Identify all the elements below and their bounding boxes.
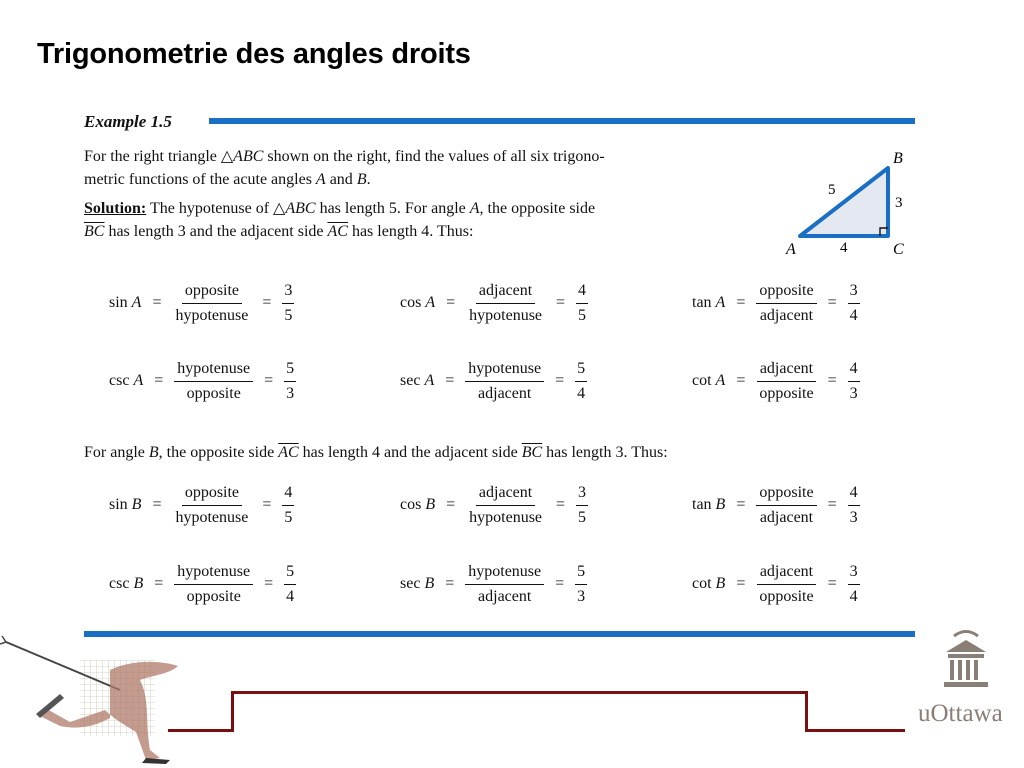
example-bottom-rule [84, 631, 915, 637]
angle-a-row-2 [0, 358, 1024, 404]
value-fraction: $\frac{4}{5}$ [578, 281, 587, 324]
value-fraction: $\frac{5}{4}$ [286, 562, 295, 605]
footer-line-top [231, 691, 808, 694]
vertical-side-length-label: 3 [895, 195, 903, 211]
ratio-fraction: $\frac{\text{hypotenuse}}{\text{adjacent}}$ [465, 359, 544, 404]
ratio-fraction: $\frac{\text{hypotenuse}}{\text{opposite}}$ [174, 359, 253, 404]
function-name: cos B [400, 496, 436, 513]
cos-a-equation: cos A = $\frac{\text{adjacent}}{\text{hypotenuse}}$ = $\frac{4}{5}$ [400, 281, 587, 324]
tan-a-equation: tan A = $\frac{\text{opposite}}{\text{adjacent}}$ = $\frac{3}{4}$ [692, 281, 858, 324]
runner-illustration [0, 630, 200, 768]
function-name: sec A [400, 372, 435, 389]
cot-a-equation: cot A = $\frac{\text{adjacent}}{\text{opposite}}$ = $\frac{4}{3}$ [692, 359, 858, 402]
csc-b-equation: csc B = $\frac{\text{hypotenuse}}{\text{opposite}}$ = $\frac{5}{4}$ [109, 562, 295, 605]
vertex-c-label: C [893, 241, 904, 258]
function-name: cos A [400, 294, 436, 311]
vertex-a-label: A [786, 241, 796, 258]
function-name: csc B [109, 575, 144, 592]
function-name: sin A [109, 294, 142, 311]
value-fraction: $\frac{3}{4}$ [849, 281, 858, 324]
function-name: tan B [692, 496, 726, 513]
cot-b-equation: cot B = $\frac{\text{adjacent}}{\text{opposite}}$ = $\frac{3}{4}$ [692, 562, 858, 605]
value-fraction: $\frac{5}{4}$ [577, 359, 586, 402]
ratio-fraction: $\frac{\text{opposite}}{\text{hypotenuse}}$ [175, 281, 249, 324]
vertex-b-label: B [893, 150, 903, 167]
ratio-fraction: $\frac{\text{adjacent}}{\text{opposite}}$ [756, 359, 816, 404]
ratio-fraction: $\frac{\text{adjacent}}{\text{opposite}}$ [756, 562, 816, 607]
footer-line-left [168, 729, 234, 732]
triangle-shape [800, 168, 888, 236]
value-fraction: $\frac{4}{3}$ [849, 483, 858, 526]
value-fraction: $\frac{4}{3}$ [849, 359, 858, 402]
cos-b-equation: cos B = $\frac{\text{adjacent}}{\text{hypotenuse}}$ = $\frac{3}{5}$ [400, 483, 587, 526]
value-fraction: $\frac{5}{3}$ [577, 562, 586, 605]
footer-step-left [231, 691, 234, 732]
ratio-fraction: $\frac{\text{hypotenuse}}{\text{adjacent}}$ [465, 562, 544, 607]
value-fraction: $\frac{3}{5}$ [578, 483, 587, 526]
example-heading: Example 1.5 [84, 112, 172, 131]
tan-b-equation: tan B = $\frac{\text{opposite}}{\text{adjacent}}$ = $\frac{4}{3}$ [692, 483, 858, 526]
function-name: cot A [692, 372, 726, 389]
solution-text: Solution: The hypotenuse of △ABC has length 5. For angle A, the opposite side $\overline{BC}$ has length 3 and the adjacent side $\overline{AC}$ has length 4. Thus: [84, 200, 596, 240]
function-name: csc A [109, 372, 144, 389]
csc-a-equation: csc A = $\frac{\text{hypotenuse}}{\text{opposite}}$ = $\frac{5}{3}$ [109, 359, 295, 402]
ratio-fraction: $\frac{\text{adjacent}}{\text{hypotenuse}}$ [469, 483, 543, 526]
angle-b-intro: For angle B, the opposite side $\overline{AC}$ has length 4 and the adjacent side $\overline{BC}$ has length 3. Thus: [84, 444, 668, 461]
sin-a-equation: sin A = $\frac{\text{opposite}}{\text{hypotenuse}}$ = $\frac{3}{5}$ [109, 281, 293, 324]
angle-b-row-2 [0, 561, 1024, 607]
problem-statement: For the right triangle △ABC shown on the right, find the values of all six trigono- metric functions of the acute angles A and B. [84, 148, 605, 188]
function-name: sin B [109, 496, 142, 513]
value-fraction: $\frac{5}{3}$ [286, 359, 295, 402]
ratio-fraction: $\frac{\text{adjacent}}{\text{hypotenuse}}$ [469, 281, 543, 324]
example-header-rule [209, 118, 915, 124]
ratio-fraction: $\frac{\text{opposite}}{\text{adjacent}}$ [756, 281, 816, 326]
ratio-fraction: $\frac{\text{opposite}}{\text{hypotenuse}}$ [175, 483, 249, 526]
value-fraction: $\frac{3}{4}$ [849, 562, 858, 605]
ratio-fraction: $\frac{\text{hypotenuse}}{\text{opposite}}$ [174, 562, 253, 607]
sec-b-equation: sec B = $\frac{\text{hypotenuse}}{\text{adjacent}}$ = $\frac{5}{3}$ [400, 562, 586, 605]
angle-b-row-1 [0, 482, 1024, 528]
value-fraction: $\frac{4}{5}$ [284, 483, 293, 526]
ratio-fraction: $\frac{\text{opposite}}{\text{adjacent}}$ [756, 483, 816, 528]
value-fraction: $\frac{3}{5}$ [284, 281, 293, 324]
function-name: cot B [692, 575, 726, 592]
uottawa-logo-text: uOttawa [918, 700, 1003, 727]
angle-a-row-1 [0, 280, 1024, 326]
right-triangle-diagram [772, 142, 922, 262]
hypotenuse-length-label: 5 [828, 182, 836, 198]
sec-a-equation: sec A = $\frac{\text{hypotenuse}}{\text{adjacent}}$ = $\frac{5}{4}$ [400, 359, 586, 402]
footer-line-right [805, 729, 905, 732]
footer-step-right [805, 691, 808, 732]
uottawa-building-icon [940, 628, 992, 692]
sin-b-equation: sin B = $\frac{\text{opposite}}{\text{hypotenuse}}$ = $\frac{4}{5}$ [109, 483, 293, 526]
slide-title: Trigonometrie des angles droits [37, 38, 471, 70]
base-length-label: 4 [840, 240, 848, 256]
function-name: tan A [692, 294, 726, 311]
function-name: sec B [400, 575, 435, 592]
solution-label: Solution: [84, 200, 147, 217]
